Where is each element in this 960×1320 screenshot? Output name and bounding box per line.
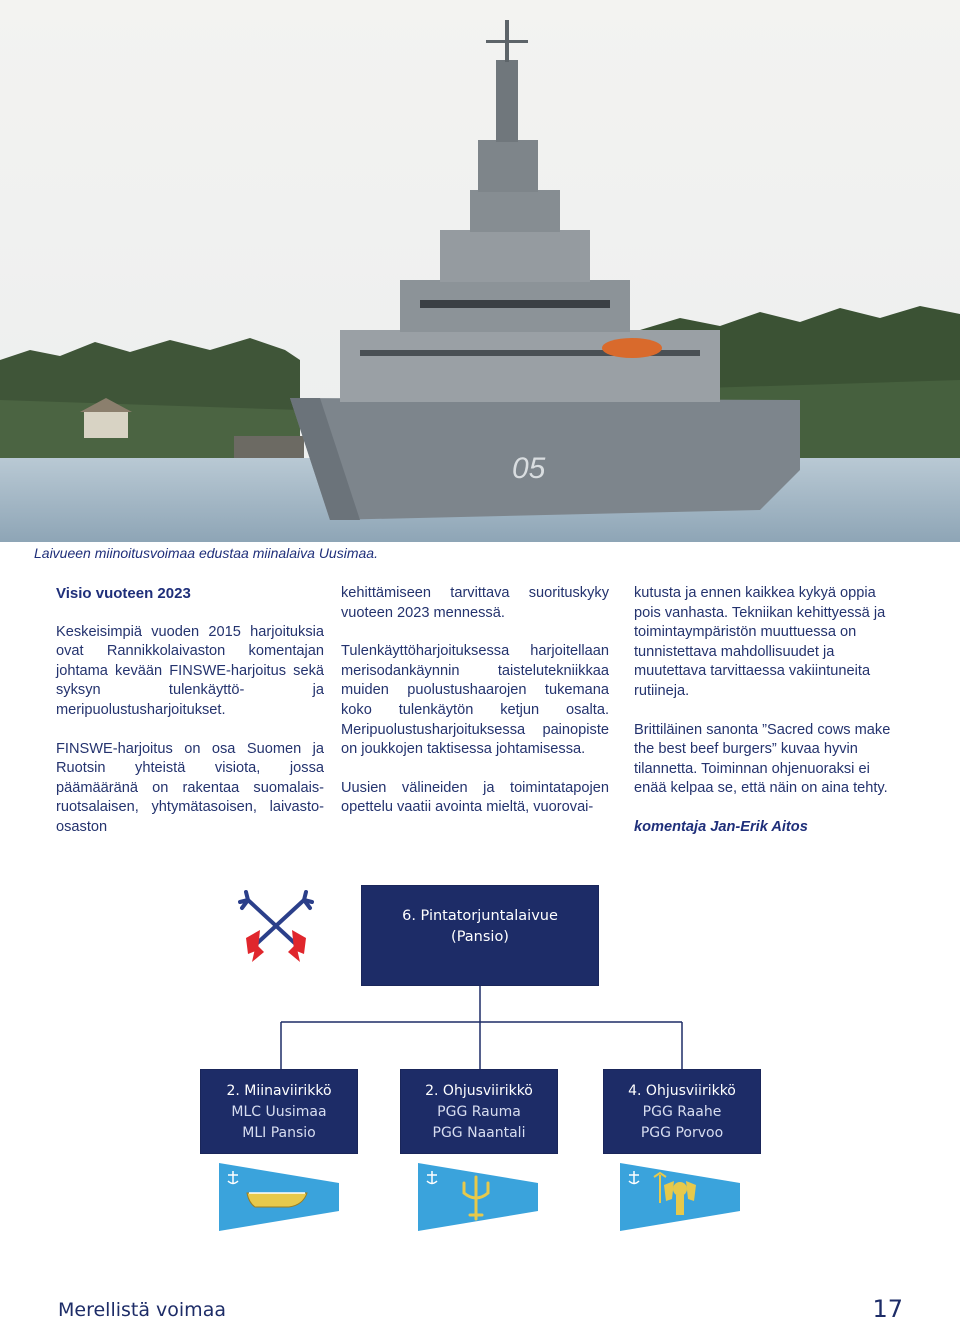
signature: komentaja Jan-Erik Aitos	[634, 818, 808, 835]
org-unit-ship: MLC Uusimaa	[231, 1104, 327, 1120]
org-box-unit	[400, 1069, 558, 1154]
org-box-unit	[603, 1069, 761, 1154]
paragraph: Tulenkäyttöharjoituksessa harjoitellaan merisodankäynnin taistelutekniikkaa muiden puolustushaarojen tukemana koko tulenkäytön ketjun osalta. Meripuolustusharjoituksessa painopiste on joukkojen taktisessa johtamisessa.	[341, 643, 609, 758]
paragraph: kutusta ja ennen kaikkea kykyä oppia pois vanhasta. Tekniikan kehittyessä ja toimintaympäristön muuttuessa on tunnistettava mahdollisuudet ja muutettava tarvittaessa vakiintuneita rutiineja.	[634, 585, 886, 699]
org-box-unit	[200, 1069, 358, 1154]
org-unit-ship: PGG Porvoo	[640, 1125, 724, 1141]
org-unit-title: 4. Ohjusviirikkö	[628, 1083, 736, 1099]
pennant-mine-flotilla	[219, 1163, 339, 1231]
squadron-emblem	[226, 878, 326, 974]
org-chart-connectors	[0, 986, 960, 1070]
paragraph: FINSWE-harjoitus on osa Suomen ja Ruotsin yhteistä visiota, jossa päämääränä on rakentaa suomalais-ruotsalaisen, yhtymätasoisen, laivasto-osaston	[56, 740, 324, 835]
org-unit-ship: PGG Rauma	[437, 1104, 521, 1120]
article-column-2	[341, 584, 609, 837]
org-box-squadron	[361, 885, 599, 986]
paragraph: Uusien välineiden ja toimintatapojen opettelu vaatii avointa mieltä, vuorovai-	[341, 779, 609, 816]
org-unit-ship: PGG Raahe	[642, 1104, 722, 1120]
footer-title: Merellistä voimaa	[58, 1299, 226, 1320]
hull-number: 05	[512, 452, 546, 485]
article-column-1	[56, 584, 324, 857]
org-unit-ship: MLI Pansio	[242, 1125, 316, 1141]
article-column-3	[634, 584, 902, 857]
paragraph: Keskeisimpiä vuoden 2015 harjoituksia ovat Rannikkolaivaston komentajan johtama kevään FINSWE-harjoitus sekä syksyn tulenkäyttö- ja meripuolustusharjoitukset.	[56, 623, 324, 718]
org-unit-title: 2. Ohjusviirikkö	[425, 1083, 533, 1099]
pennant-missile-flotilla-4	[620, 1163, 740, 1231]
paragraph: kehittämiseen tarvittava suorituskyky vuoteen 2023 mennessä.	[341, 585, 609, 621]
page-number: 17	[872, 1295, 903, 1320]
paragraph: Brittiläinen sanonta ”Sacred cows make the best beef burgers” kuvaa hyvin tilannetta. Toiminnan ohjenuoraksi ei enää kelpaa se, että näin on aina tehty.	[634, 721, 891, 797]
org-unit-title: 2. Miinaviirikkö	[226, 1083, 332, 1099]
pennant-missile-flotilla-2	[418, 1163, 538, 1231]
org-squadron-base: (Pansio)	[451, 929, 509, 945]
org-squadron-name: 6. Pintatorjuntalaivue	[402, 908, 558, 924]
article-heading: Visio vuoteen 2023	[56, 585, 191, 602]
org-unit-ship: PGG Naantali	[432, 1125, 526, 1141]
photo-caption: Laivueen miinoitusvoimaa edustaa miinalaiva Uusimaa.	[34, 545, 378, 561]
ship-photo	[0, 0, 960, 542]
